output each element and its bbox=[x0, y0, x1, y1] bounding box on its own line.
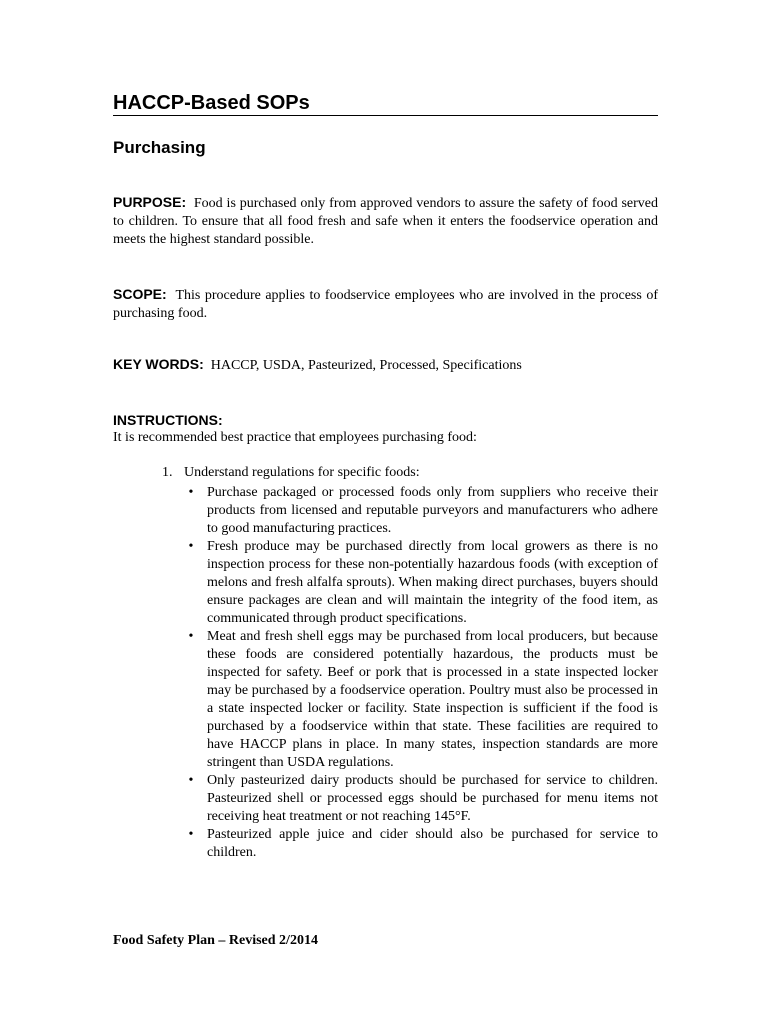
step-text: Understand regulations for specific foods: bbox=[184, 465, 420, 480]
bullet-list bbox=[185, 484, 658, 862]
purpose-label: PURPOSE: bbox=[113, 194, 187, 210]
list-item bbox=[185, 484, 658, 538]
scope-text: This procedure applies to foodservice employees who are involved in the process of purchasing food. bbox=[113, 288, 658, 321]
purpose-text: Food is purchased only from approved vendors to assure the safety of food served to children. To ensure that all food fresh and safe when it enters the foodservice operation and meets the highest standard possible. bbox=[113, 196, 658, 247]
step-1 bbox=[162, 464, 420, 482]
instructions-heading: INSTRUCTIONS: bbox=[113, 412, 223, 428]
instructions-intro: It is recommended best practice that employees purchasing food: bbox=[113, 430, 477, 445]
list-item bbox=[185, 628, 658, 772]
bullet-text: Fresh produce may be purchased directly from local growers as there is no inspection process for these non-potentially hazardous foods (with exception of melons and fresh alfalfa sprouts). When making direct purchases, buyers should ensure packages are clean and will maintain the integrity of the food item, as communicated through product specifications. bbox=[207, 539, 658, 626]
list-item bbox=[185, 538, 658, 628]
keywords-paragraph bbox=[113, 355, 658, 375]
bullet-text: Purchase packaged or processed foods only from suppliers who receive their products from licensed and reputable purveyors and manufacturers who adhere to good manufacturing practices. bbox=[207, 485, 658, 536]
scope-paragraph bbox=[113, 285, 658, 323]
bullet-text: Meat and fresh shell eggs may be purchased from local producers, but because these foods are considered potentially hazardous, the products must be inspected for safety. Beef or pork that is processed in a state inspected locker may be purchased by a foodservice operation. Poultry must also be processed in a state inspected locker or facility. State inspection is sufficient if the food is purchased by a foodservice within that state. These facilities are required to have HACCP plans in place. In many states, inspection standards are more stringent than USDA regulations. bbox=[207, 629, 658, 770]
page-title: HACCP-Based SOPs bbox=[113, 92, 310, 114]
bullet-icon: • bbox=[188, 629, 194, 644]
bullet-icon: • bbox=[188, 827, 194, 842]
keywords-text: HACCP, USDA, Pasteurized, Processed, Specifications bbox=[210, 358, 522, 373]
section-subtitle: Purchasing bbox=[113, 138, 206, 157]
bullet-icon: • bbox=[188, 773, 194, 788]
title-divider bbox=[113, 115, 658, 116]
bullet-text: Pasteurized apple juice and cider should also be purchased for service to children. bbox=[207, 827, 658, 860]
keywords-label: KEY WORDS: bbox=[113, 356, 204, 372]
page-footer: Food Safety Plan – Revised 2/2014 bbox=[113, 933, 318, 948]
purpose-paragraph bbox=[113, 193, 658, 249]
bullet-text: Only pasteurized dairy products should be purchased for service to children. Pasteurized shell or processed eggs should be purchased for menu items not receiving heat treatment or not reaching 145°F. bbox=[207, 773, 658, 824]
scope-label: SCOPE: bbox=[113, 286, 167, 302]
list-item bbox=[185, 772, 658, 826]
step-number: 1. bbox=[162, 465, 173, 480]
list-item bbox=[185, 826, 658, 862]
bullet-icon: • bbox=[188, 485, 194, 500]
bullet-icon: • bbox=[188, 539, 194, 554]
